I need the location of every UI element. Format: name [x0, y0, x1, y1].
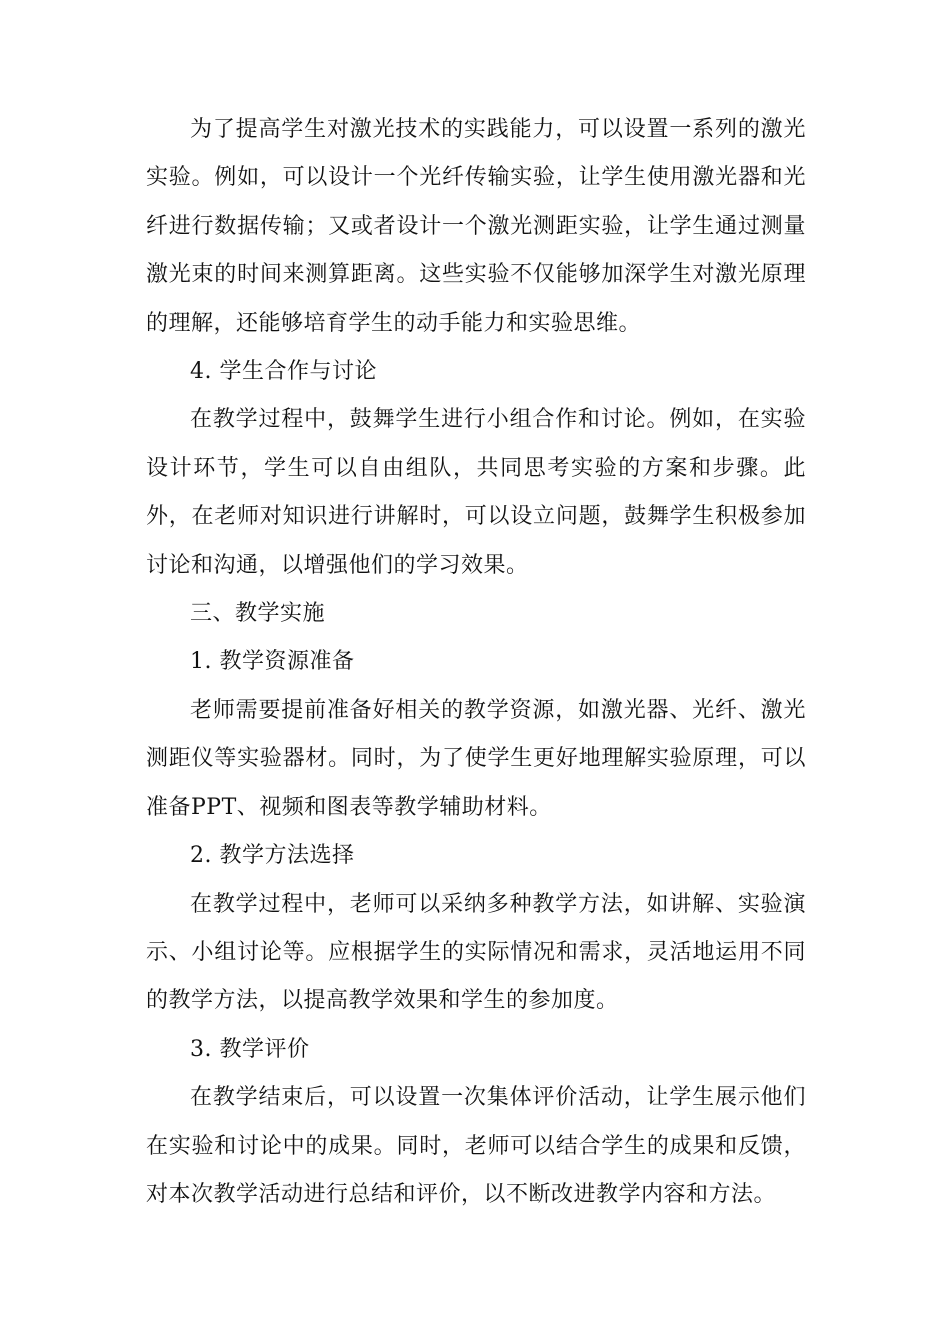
paragraph-teaching-evaluation: 在教学结束后，可以设置一次集体评价活动，让学生展示他们在实验和讨论中的成果。同时，老师可以结合学生的成果和反馈，对本次教学活动进行总结和评价，以不断改进教学内容和方法。 — [146, 1085, 806, 1207]
heading-teaching-evaluation: 3. 教学评价 — [190, 1036, 310, 1062]
heading-resource-preparation: 1. 教学资源准备 — [190, 649, 355, 675]
heading-student-collaboration: 4. 学生合作与讨论 — [190, 359, 377, 385]
document-body — [146, 106, 806, 1219]
paragraph-laser-experiments: 为了提高学生对激光技术的实践能力，可以设置一系列的激光实验。例如，可以设计一个光纤传输实验，让学生使用激光器和光纤进行数据传输；又或者设计一个激光测距实验，让学生通过测量激光束的时间来测算距离。这些实验不仅能够加深学生对激光原理的理解，还能够培育学生的动手能力和实验思维。 — [146, 117, 806, 336]
paragraph-resource-preparation: 老师需要提前准备好相关的教学资源，如激光器、光纤、激光测距仪等实验器材。同时，为了使学生更好地理解实验原理，可以准备PPT、视频和图表等教学辅助材料。 — [146, 697, 806, 820]
paragraph-group-discussion: 在教学过程中，鼓舞学生进行小组合作和讨论。例如，在实验设计环节，学生可以自由组队，共同思考实验的方案和步骤。此外，在老师对知识进行讲解时，可以设立问题，鼓舞学生积极参加讨论和沟通，以增强他们的学习效果。 — [146, 407, 806, 578]
paragraph-method-selection: 在教学过程中，老师可以采纳多种教学方法，如讲解、实验演示、小组讨论等。应根据学生的实际情况和需求，灵活地运用不同的教学方法，以提高教学效果和学生的参加度。 — [146, 891, 806, 1014]
heading-teaching-implementation: 三、教学实施 — [190, 601, 326, 627]
heading-method-selection: 2. 教学方法选择 — [190, 843, 355, 869]
